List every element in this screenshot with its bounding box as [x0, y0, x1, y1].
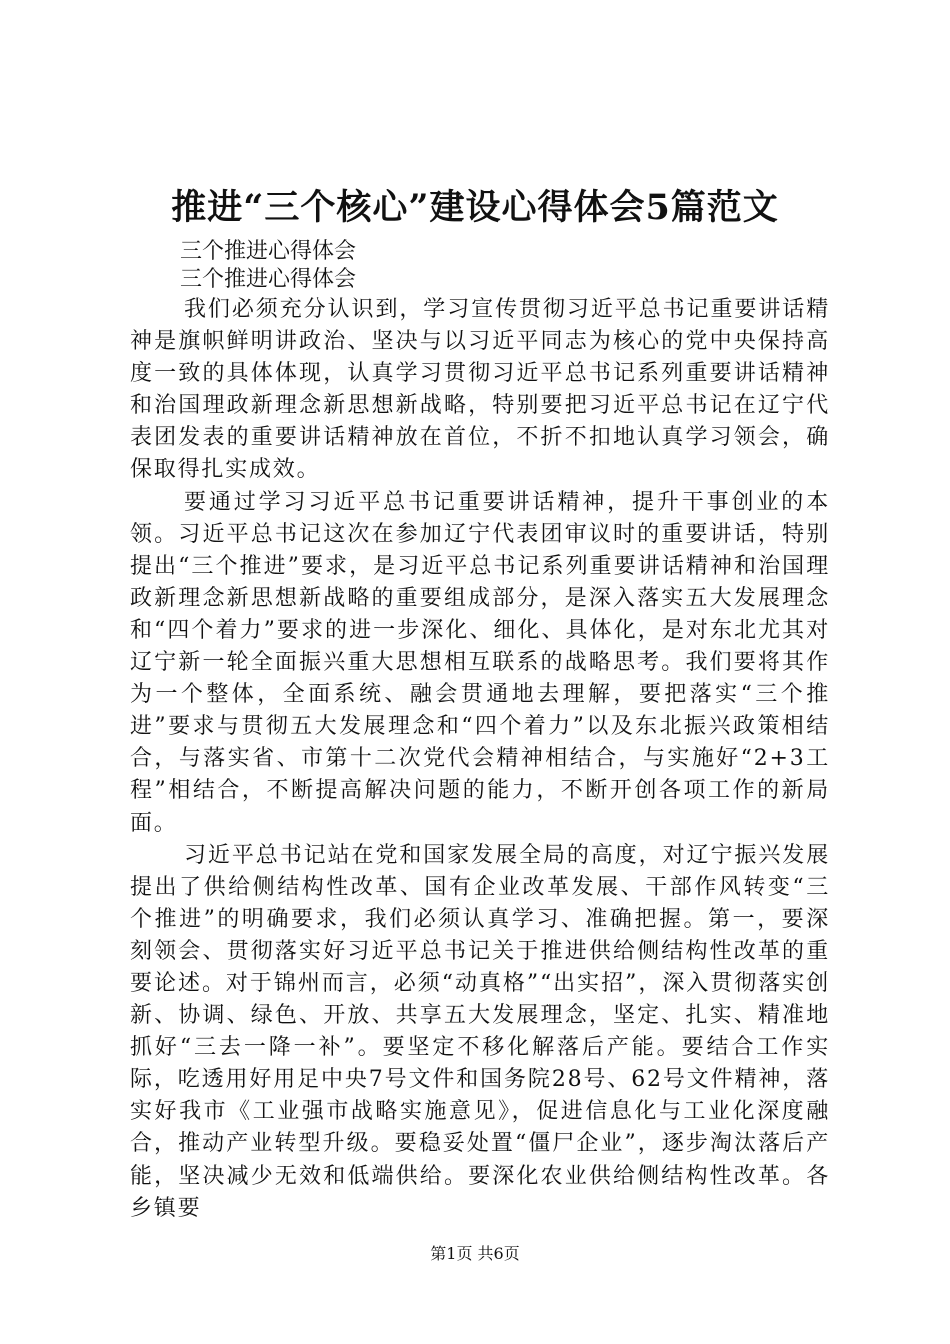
paragraph: 习近平总书记站在党和国家发展全局的高度，对辽宁振兴发展提出了供给侧结构性改革、国有企业改革发展、干部作风转变“三个推进”的明确要求，我们必须认真学习、准确把握。第一，要深刻领会、贯彻落实好习近平总书记关于推进供给侧结构性改革的重要论述。对于锦州而言，必须“动真格”“出实招”，深入贯彻落实创新、协调、绿色、开放、共享五大发展理念，坚定、扎实、精准地抓好“三去一降一补”。要坚定不移化解落后产能。要结合工作实际，吃透用好用足中央7号文件和国务院28号、62号文件精神，落实好我市《工业强市战略实施意见》，促进信息化与工业化深度融合，推动产业转型升级。要稳妥处置“僵尸企业”，逐步淘汰落后产能，坚决减少无效和低端供给。要深化农业供给侧结构性改革。各乡镇要 [130, 842, 830, 1221]
paragraph: 我们必须充分认识到，学习宣传贯彻习近平总书记重要讲话精神是旗帜鲜明讲政治、坚决与以习近平同志为核心的党中央保持高度一致的具体体现，认真学习贯彻习近平总书记系列重要讲话精神和治国理政新理念新思想新战略，特别要把习近平总书记在辽宁代表团发表的重要讲话精神放在首位，不折不扣地认真学习领会，确保取得扎实成效。 [130, 297, 830, 483]
subheading: 三个推进心得体会 [180, 267, 357, 292]
paragraph: 要通过学习习近平总书记重要讲话精神，提升干事创业的本领。习近平总书记这次在参加辽宁代表团审议时的重要讲话，特别提出“三个推进”要求，是习近平总书记系列重要讲话精神和治国理政新理念新思想新战略的重要组成部分，是深入落实五大发展理念和“四个着力”要求的进一步深化、细化、具体化，是对东北尤其对辽宁新一轮全面振兴重大思想相互联系的战略思考。我们要将其作为一个整体，全面系统、融会贯通地去理解，要把落实“三个推进”要求与贯彻五大发展理念和“四个着力”以及东北振兴政策相结合，与落实省、市第十二次党代会精神相结合，与实施好“2+3工程”相结合，不断提高解决问题的能力，不断开创各项工作的新局面。 [130, 489, 830, 836]
page-number-footer: 第1页 共6页 [430, 1244, 520, 1263]
document-body [130, 238, 830, 1225]
document-title: 推进“三个核心”建设心得体会5篇范文 [171, 187, 779, 228]
subheading: 三个推进心得体会 [180, 239, 357, 264]
